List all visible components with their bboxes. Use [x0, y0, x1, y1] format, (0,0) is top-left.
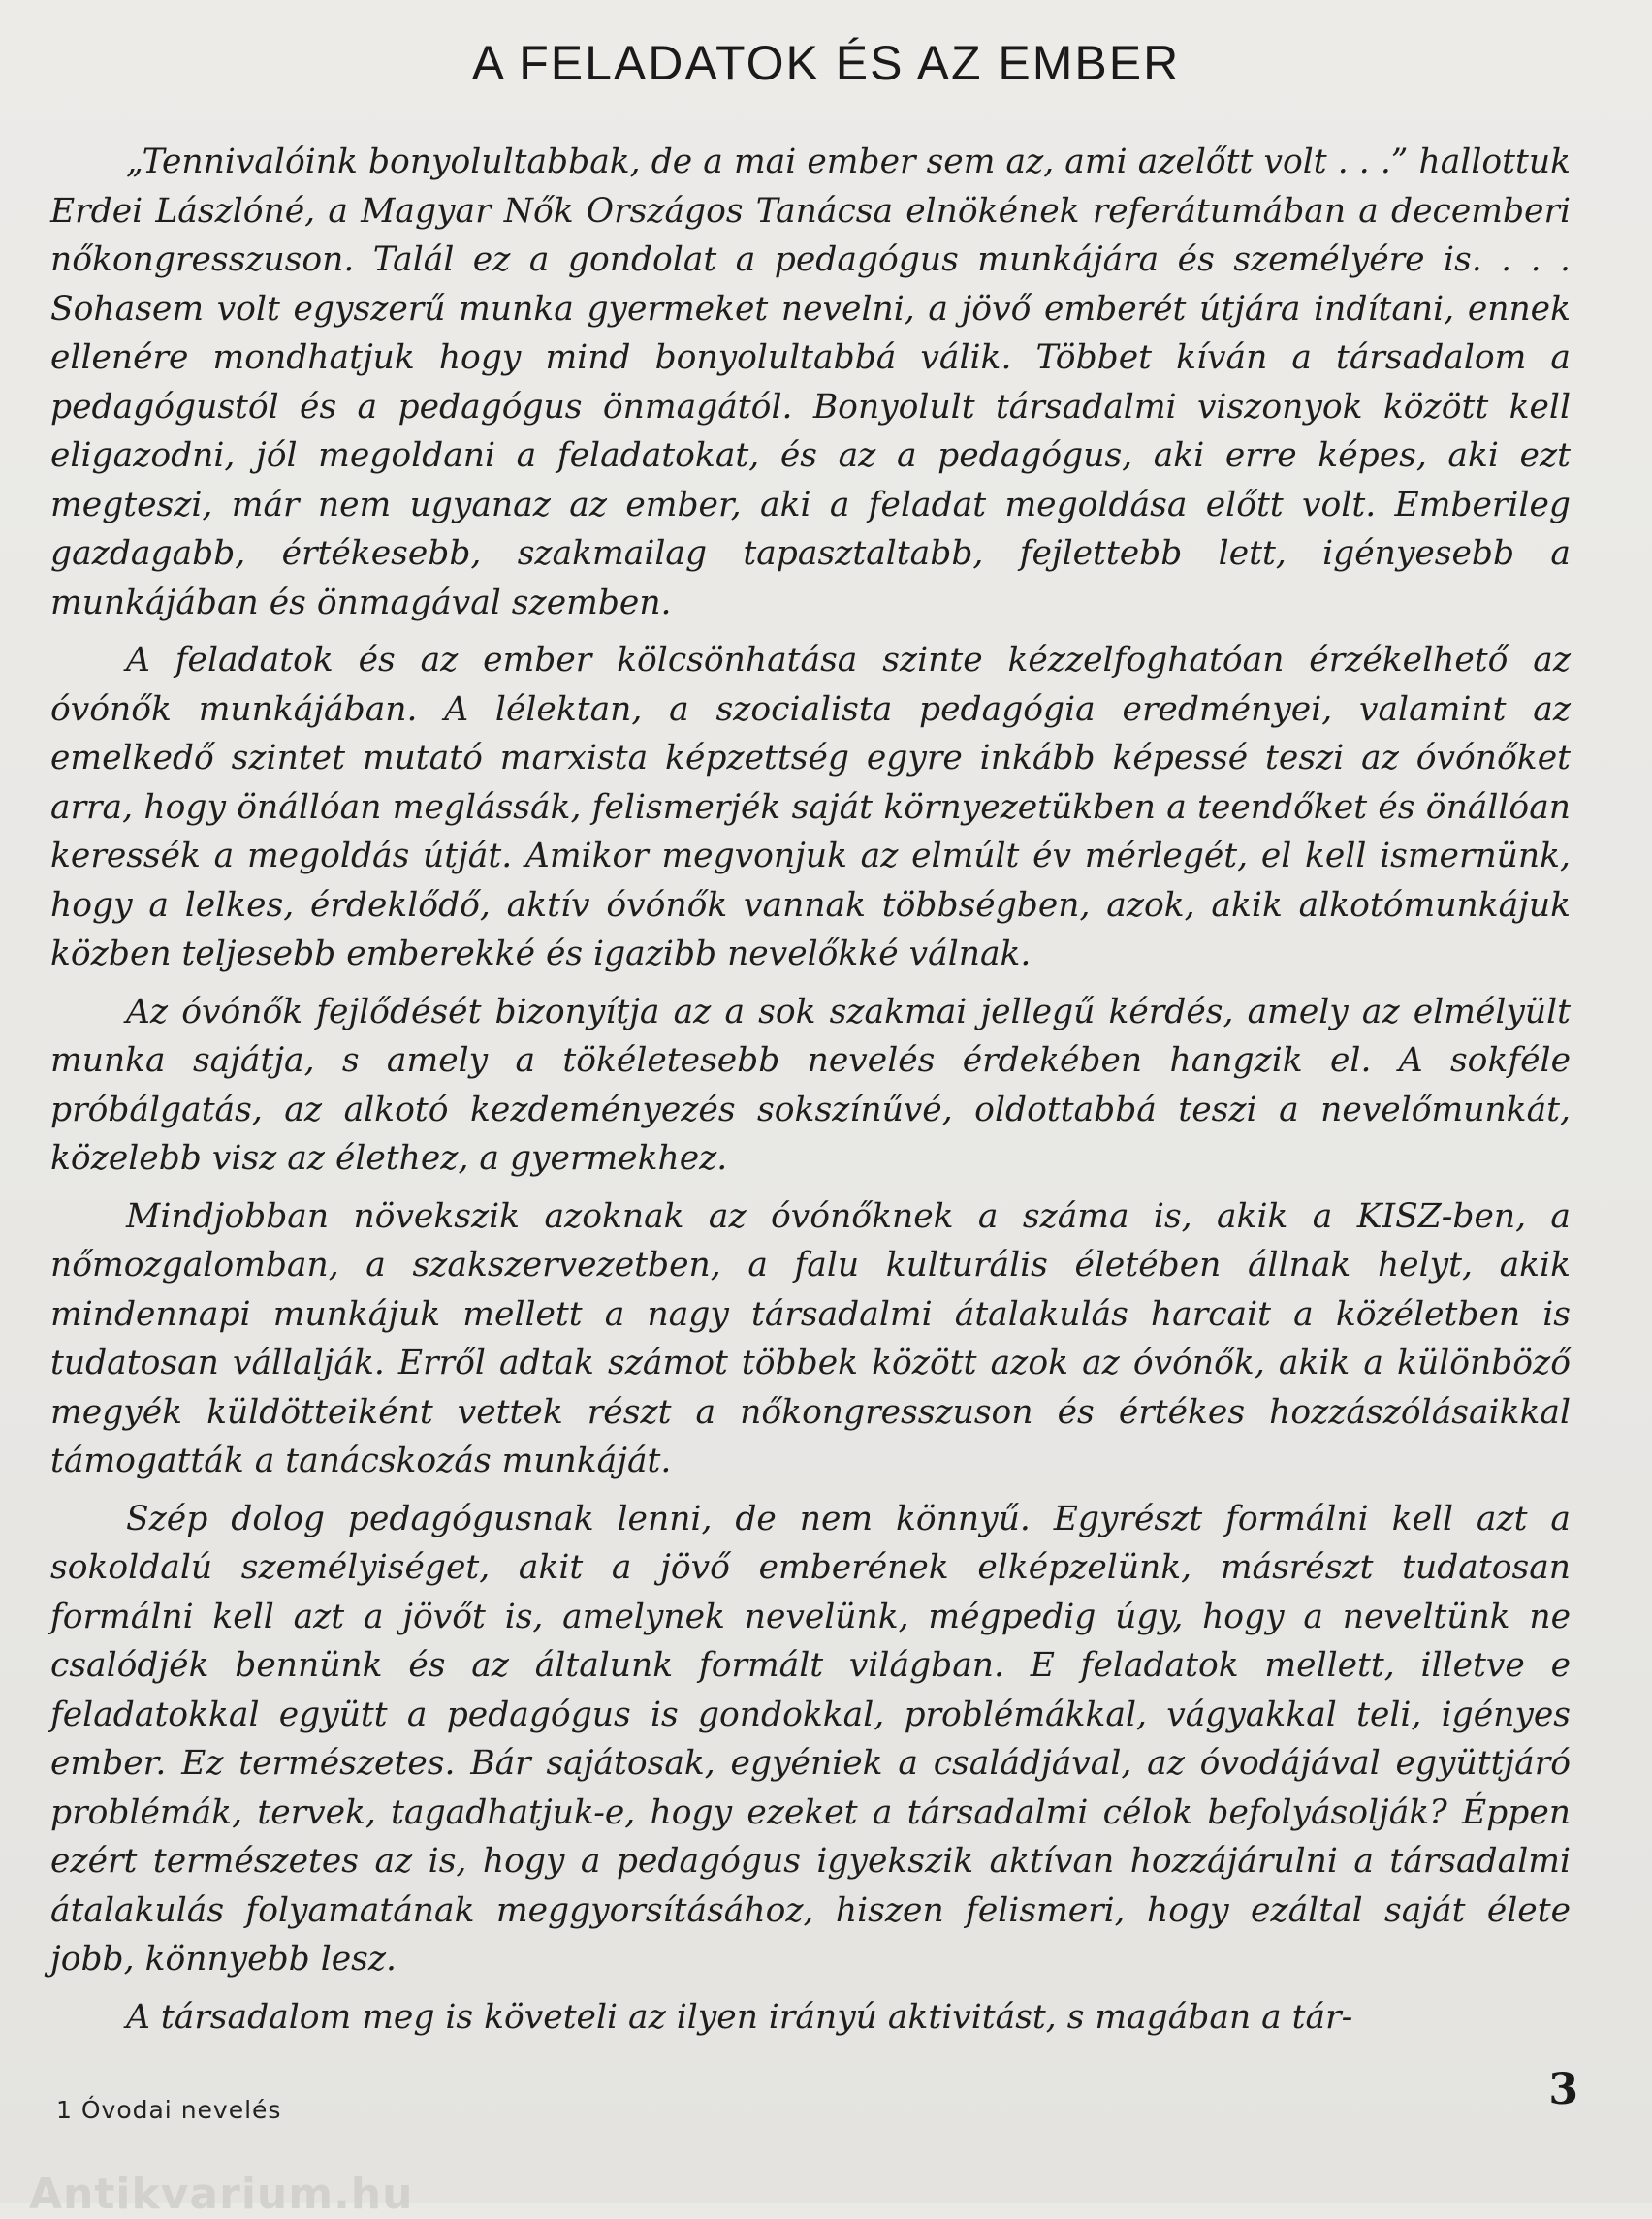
- printer-signature: 1 Óvodai nevelés: [56, 2096, 282, 2124]
- paragraph-4: Mindjobban növekszik azoknak az óvónőknek a száma is, akik a KISZ-ben, a nőmozgalomban, a szakszervezetben, a falu kulturális életében állnak helyt, akik mindennapi munkájuk mellett a nagy társadalmi átalakulás harcait a közéletben is tudatosan vállalják. Erről adtak számot többek között azok az óvónők, akik a különböző megyék küldötteiként vettek részt a nőkongresszuson és értékes hozzászólásaikkal támogatták a tanácskozás munkáját.: [50, 1196, 1571, 1480]
- article-body: [50, 138, 1571, 2042]
- watermark: Antikvarium.hu: [29, 2170, 414, 2219]
- paragraph-5: Szép dolog pedagógusnak lenni, de nem könnyű. Egyrészt formálni kell azt a sokoldalú személyiséget, akit a jövő emberének elképzelünk, másrészt tudatosan formálni kell azt a jövőt is, amelynek nevelünk, mégpedig úgy, hogy a neveltünk ne csalódjék bennünk és az általunk formált világban. E feladatok mellett, illetve e feladatokkal együtt a pedagógus is gondokkal, problémákkal, vágyakkal teli, igényes ember. Ez természetes. Bár sajátosak, egyéniek a családjával, az óvodájával együttjáró problémák, tervek, tagadhatjuk-e, hogy ezeket a társadalmi célok befolyásolják? Éppen ezért természetes az is, hogy a pedagógus igyekszik aktívan hozzájárulni a társadalmi átalakulás folyamatának meggyorsításához, hiszen felismeri, hogy ezáltal saját élete jobb, könnyebb lesz.: [50, 1499, 1571, 1979]
- page-title: A FELADATOK ÉS AZ EMBER: [471, 36, 1181, 90]
- paragraph-6: A társadalom meg is követeli az ilyen irányú aktivitást, s magában a tár-: [126, 1997, 1353, 2037]
- paragraph-3: Az óvónők fejlődését bizonyítja az a sok szakmai jellegű kérdés, amely az elmélyült munka sajátja, s amely a tökéletesebb nevelés érdekében hangzik el. A sokféle próbálgatás, az alkotó kezdeményezés sokszínűvé, oldottabbá teszi a nevelőmunkát, közelebb visz az élethez, a gyermekhez.: [50, 992, 1571, 1178]
- paragraph-1: „Tennivalóink bonyolultabbak, de a mai ember sem az, ami azelőtt volt . . .” hallottuk Erdei Lászlóné, a Magyar Nők Országos Tanácsa elnökének referátumában a decemberi nőkongresszuson. Talál ez a gondolat a pedagógus munkájára és személyére is. . . . Sohasem volt egyszerű munka gyermeket nevelni, a jövő emberét útjára indítani, ennek ellenére mondhatjuk hogy mind bonyolultabbá válik. Többet kíván a társadalom a pedagógustól és a pedagógus önmagától. Bonyolult társadalmi viszonyok között kell eligazodni, jól megoldani a feladatokat, és az a pedagógus, aki erre képes, aki ezt megteszi, már nem ugyanaz az ember, aki a feladat megoldása előtt volt. Emberileg gazdagabb, értékesebb, szakmailag tapasztaltabb, fejlettebb lett, igényesebb a munkájában és önmagával szemben.: [50, 143, 1571, 622]
- paragraph-2: A feladatok és az ember kölcsönhatása szinte kézzelfoghatóan érzékelhető az óvónők munkájában. A lélektan, a szocialista pedagógia eredményei, valamint az emelkedő szintet mutató marxista képzettség egyre inkább képessé teszi az óvónőket arra, hogy önállóan meglássák, felismerjék saját környezetükben a teendőket és önállóan keressék a megoldás útját. Amikor megvonjuk az elmúlt év mérlegét, el kell ismernünk, hogy a lelkes, érdeklődő, aktív óvónők vannak többségben, azok, akik alkotómunkájuk közben teljesebb emberekké és igazibb nevelőkké válnak.: [50, 641, 1571, 973]
- page-number: 3: [1548, 2065, 1578, 2114]
